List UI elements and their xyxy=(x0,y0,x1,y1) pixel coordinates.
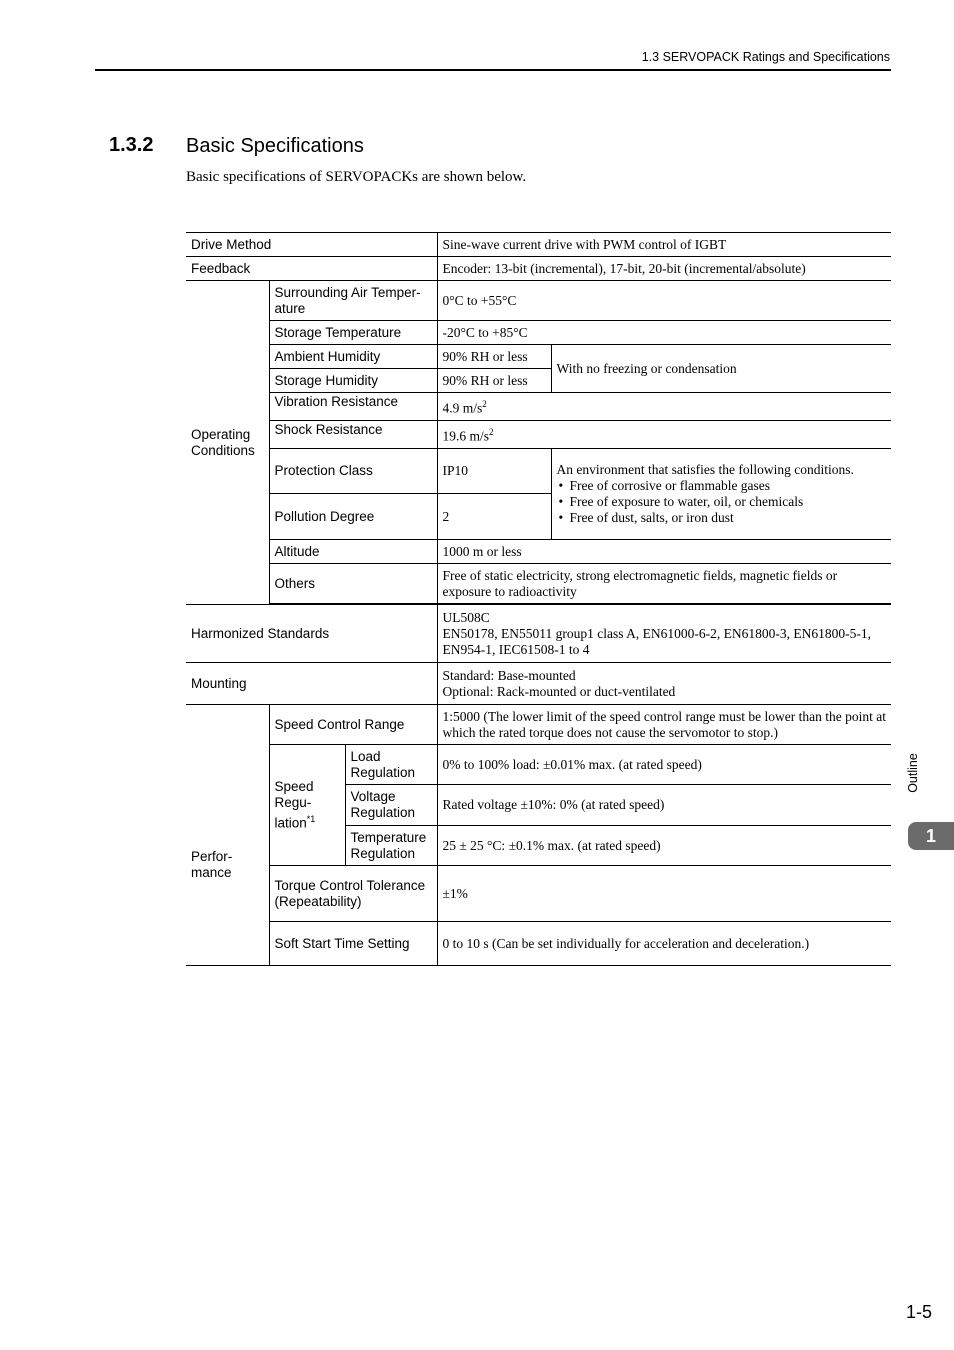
superscript: 2 xyxy=(482,399,487,410)
page-number: 1-5 xyxy=(905,1302,932,1322)
table-row xyxy=(186,745,891,785)
shock-resistance-value: 19.6 $m/s^2$ xyxy=(437,421,891,449)
temperature-regulation-label: Temperature Regulation xyxy=(345,826,437,866)
table-row xyxy=(186,281,891,321)
voltage-regulation-value: Rated voltage ±10%: 0% (at rated speed) xyxy=(437,785,891,826)
environment-conditions-list xyxy=(557,478,887,526)
table-row xyxy=(186,257,891,281)
table-row xyxy=(186,421,891,449)
ambient-humidity-value: 90% RH or less xyxy=(437,345,551,369)
mounting-label: Mounting xyxy=(186,663,437,705)
superscript: 2 xyxy=(489,427,494,438)
feedback-label: Feedback xyxy=(186,257,437,281)
load-regulation-label: Load Regulation xyxy=(345,745,437,785)
harmonized-standards-value: UL508C EN50178, EN55011 group1 class A, EN61000-6-2, EN61800-3, EN61800-5-1, EN954-1, IEC61508-1 to 4 xyxy=(437,605,891,663)
table-row xyxy=(186,393,891,421)
list-item: • Free of exposure to water, oil, or chemicals xyxy=(557,494,887,510)
list-item: • Free of dust, salts, or iron dust xyxy=(557,510,887,526)
storage-temperature-label: Storage Temperature xyxy=(269,321,437,345)
torque-control-tolerance-value: ±1% xyxy=(437,866,891,922)
pollution-degree-value: 2 xyxy=(437,494,551,540)
chapter-tab: 1 xyxy=(908,822,954,850)
voltage-regulation-label: Voltage Regulation xyxy=(345,785,437,826)
footnote-ref: *1 xyxy=(306,813,316,824)
mounting-value: Standard: Base-mounted Optional: Rack-mounted or duct-ventilated xyxy=(437,663,891,705)
table-row xyxy=(186,540,891,564)
table-row xyxy=(186,663,891,705)
ambient-humidity-label: Ambient Humidity xyxy=(269,345,437,369)
storage-humidity-value: 90% RH or less xyxy=(437,369,551,393)
table-row xyxy=(186,705,891,745)
storage-humidity-label: Storage Humidity xyxy=(269,369,437,393)
soft-start-time-value: 0 to 10 s (Can be set individually for acceleration and deceleration.) xyxy=(437,922,891,966)
altitude-value: 1000 m or less xyxy=(437,540,891,564)
section-intro: Basic specifications of SERVOPACKs are shown below. xyxy=(186,169,527,185)
side-section-label: Outline xyxy=(906,753,920,793)
others-label: Others xyxy=(269,564,437,604)
speed-regulation-label: Speed Regu-lation$^{*1}$ xyxy=(269,745,345,866)
temperature-regulation-value: 25 ± 25 °C: ±0.1% max. (at rated speed) xyxy=(437,826,891,866)
surrounding-air-label: Surrounding Air Temper-ature xyxy=(269,281,437,321)
table-row xyxy=(186,345,891,369)
storage-temperature-value: -20°C to +85°C xyxy=(437,321,891,345)
feedback-value: Encoder: 13-bit (incremental), 17-bit, 20-bit (incremental/absolute) xyxy=(437,257,891,281)
vibration-resistance-value: 4.9 $m/s^2$ xyxy=(437,393,891,421)
drive-method-label: Drive Method xyxy=(186,233,437,257)
soft-start-time-label: Soft Start Time Setting xyxy=(269,922,437,966)
shock-resistance-label: Shock Resistance xyxy=(269,421,437,449)
environment-note-intro: An environment that satisfies the following conditions. xyxy=(556,462,854,477)
environment-note xyxy=(551,449,891,540)
operating-conditions-label: Operating Conditions xyxy=(186,281,269,605)
vibration-resistance-label: Vibration Resistance xyxy=(269,393,437,421)
pollution-degree-label: Pollution Degree xyxy=(269,494,437,540)
torque-control-tolerance-label: Torque Control Tolerance (Repeatability) xyxy=(269,866,437,922)
others-value: Free of static electricity, strong electromagnetic fields, magnetic fields or exposure to radioactivity xyxy=(437,564,891,604)
basic-specifications-table xyxy=(186,232,891,966)
speed-control-range-label: Speed Control Range xyxy=(269,705,437,745)
surrounding-air-value: 0°C to +55°C xyxy=(437,281,891,321)
table-row xyxy=(186,605,891,663)
load-regulation-value: 0% to 100% load: ±0.01% max. (at rated speed) xyxy=(437,745,891,785)
table-row xyxy=(186,564,891,604)
table-row xyxy=(186,449,891,494)
table-row xyxy=(186,321,891,345)
header-rule xyxy=(95,69,891,71)
section-title: Basic Specifications xyxy=(186,135,364,157)
performance-label: Perfor-mance xyxy=(186,705,269,966)
table-row xyxy=(186,233,891,257)
table-row xyxy=(186,922,891,966)
protection-class-label: Protection Class xyxy=(269,449,437,494)
altitude-label: Altitude xyxy=(269,540,437,564)
section-number: 1.3.2 xyxy=(109,134,154,156)
drive-method-value: Sine-wave current drive with PWM control of IGBT xyxy=(437,233,891,257)
harmonized-standards-label: Harmonized Standards xyxy=(186,605,437,663)
running-header: 1.3 SERVOPACK Ratings and Specifications xyxy=(641,50,890,64)
speed-control-range-value: 1:5000 (The lower limit of the speed control range must be lower than the point at which the rated torque does not cause the servomotor to stop.) xyxy=(437,705,891,745)
list-item: • Free of corrosive or flammable gases xyxy=(557,478,887,494)
protection-class-value: IP10 xyxy=(437,449,551,494)
table-row xyxy=(186,866,891,922)
humidity-note: With no freezing or condensation xyxy=(551,345,891,393)
